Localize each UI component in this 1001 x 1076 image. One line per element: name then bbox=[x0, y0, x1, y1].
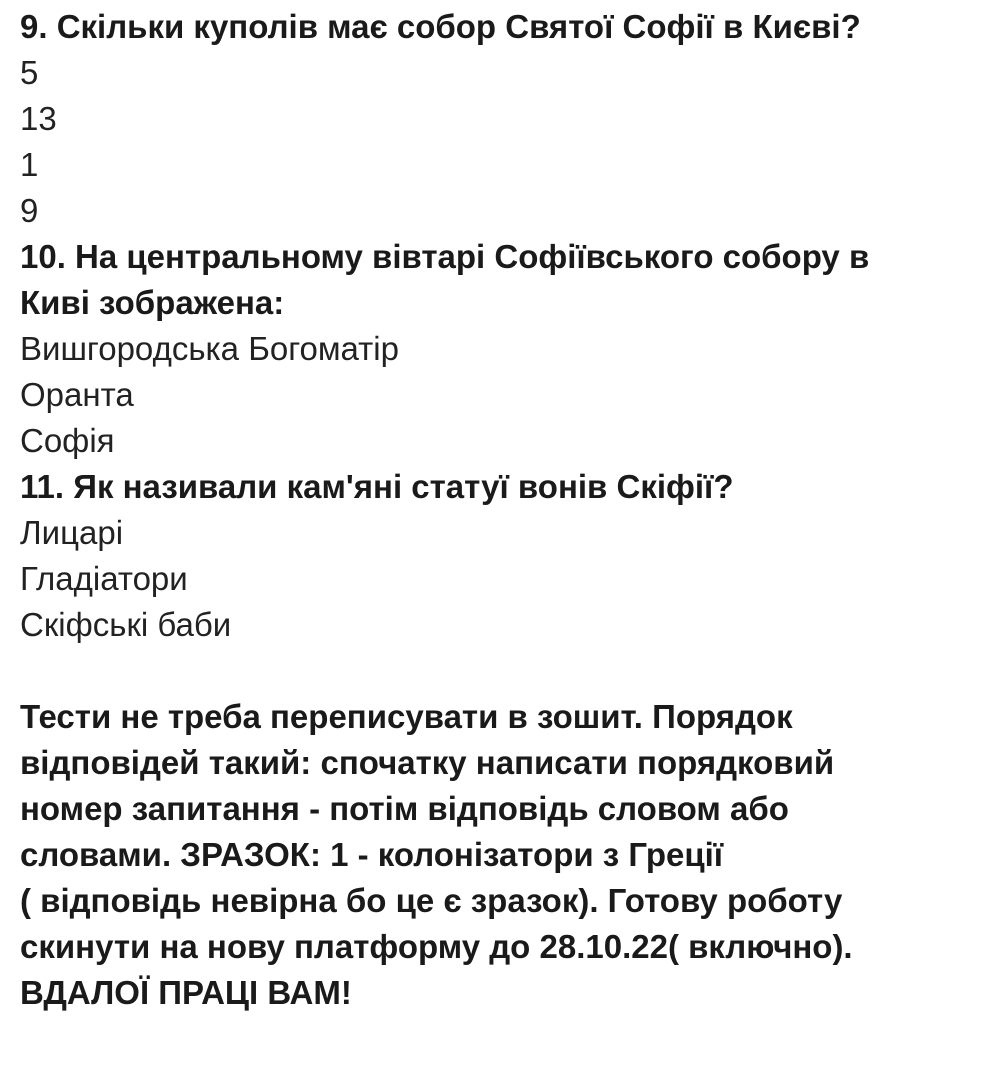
instructions-line-1: Тести не треба переписувати в зошит. Порядок bbox=[20, 698, 793, 735]
instructions-line-7: ВДАЛОЇ ПРАЦІ ВАМ! bbox=[20, 974, 352, 1011]
question-9-title: 9. Скільки куполів має собор Святої Софії в Києві? bbox=[20, 8, 861, 45]
question-11-option-3: Скіфські баби bbox=[20, 606, 232, 643]
instructions-line-4: словами. ЗРАЗОК: 1 - колонізатори з Греції bbox=[20, 836, 724, 873]
question-10-title-line-2: Киві зображена: bbox=[20, 284, 285, 321]
question-9-option-1: 5 bbox=[20, 54, 39, 91]
question-11-title: 11. Як називали кам'яні статуї вонів Скіфії? bbox=[20, 468, 734, 505]
question-10-option-2: Оранта bbox=[20, 376, 134, 413]
question-10-title-line-1: 10. На центральному вівтарі Софіївського собору в bbox=[20, 238, 870, 275]
question-9-option-4: 9 bbox=[20, 192, 39, 229]
question-10-option-3: Софія bbox=[20, 422, 115, 459]
instructions-line-6: скинути на нову платформу до 28.10.22( включно). bbox=[20, 928, 853, 965]
question-11-option-2: Гладіатори bbox=[20, 560, 188, 597]
question-11-option-1: Лицарі bbox=[20, 514, 124, 551]
question-9-option-3: 1 bbox=[20, 146, 39, 183]
question-9-option-2: 13 bbox=[20, 100, 57, 137]
instructions-block bbox=[20, 694, 1001, 1016]
instructions-line-3: номер запитання - потім відповідь словом або bbox=[20, 790, 789, 827]
instructions-line-2: відповідей такий: спочатку написати порядковий bbox=[20, 744, 835, 781]
instructions-line-5: ( відповідь невірна бо це є зразок). Готову роботу bbox=[20, 882, 843, 919]
question-10-option-1: Вишгородська Богоматір bbox=[20, 330, 399, 367]
document-page bbox=[0, 4, 1001, 1076]
